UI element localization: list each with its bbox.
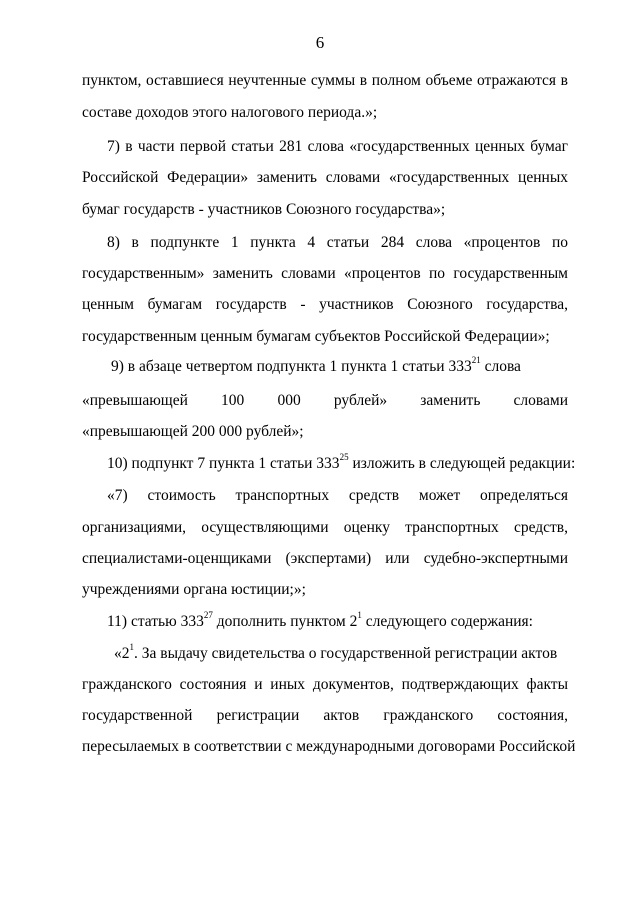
text-line: гражданского состояния и иных документов, подтверждающих факты	[82, 676, 568, 693]
text-line: составе доходов этого налогового периода.»;	[82, 104, 378, 121]
item-11-sup-1: 27	[203, 609, 213, 620]
text-line: «7) стоимость транспортных средств может определяться	[107, 487, 568, 504]
item-10-suffix: изложить в следующей редакции:	[348, 455, 576, 472]
item-10-sup: 25	[339, 451, 349, 462]
text-line: 7) в части первой статьи 281 слова «государственных ценных бумаг	[107, 138, 568, 155]
item-11-line	[107, 609, 533, 632]
text-line: Российской Федерации» заменить словами «государственных ценных	[82, 169, 568, 186]
text-line: ценным бумагам государств - участников Союзного государства,	[82, 296, 568, 313]
item-11-text-prefix: «2	[114, 645, 130, 662]
item-11-text-suffix: . За выдачу свидетельства о государственной регистрации актов	[134, 645, 558, 662]
text-line: бумаг государств - участников Союзного государства»;	[82, 201, 446, 218]
text-line: пунктом, оставшиеся неучтенные суммы в полном объеме отражаются в	[82, 72, 568, 89]
item-10-prefix: 10) подпункт 7 пункта 1 статьи 333	[107, 455, 340, 472]
text-line: государственным» заменить словами «процентов по государственным	[82, 265, 568, 282]
item-11-text-sup: 1	[129, 641, 134, 652]
item-11-middle: дополнить пунктом 2	[212, 613, 358, 630]
item-11-prefix: 11) статью 333	[107, 613, 204, 630]
page-number: 6	[315, 33, 325, 52]
item-11-sup-2: 1	[357, 609, 362, 620]
text-line: государственным ценным бумагам субъектов Российской Федерации»;	[82, 328, 550, 345]
text-line: специалистами-оценщиками (экспертами) или судебно-экспертными	[82, 550, 568, 567]
text-line: 8) в подпункте 1 пункта 4 статьи 284 слова «процентов по	[107, 234, 568, 251]
item-9-prefix: 9) в абзаце четвертом подпункта 1 пункта 1 статьи 333	[111, 358, 472, 375]
item-9-line	[111, 354, 521, 377]
item-11-suffix: следующего содержания:	[361, 613, 533, 630]
item-10-line	[107, 451, 576, 474]
item-9-sup: 21	[471, 354, 481, 365]
item-11-text-line	[114, 641, 558, 664]
text-line: организациями, осуществляющими оценку транспортных средств,	[82, 519, 568, 536]
text-line: государственной регистрации актов гражданского состояния,	[82, 707, 568, 724]
item-9-suffix: слова	[480, 358, 521, 375]
text-line: «превышающей 100 000 рублей» заменить словами	[82, 392, 568, 409]
text-line: учреждениями органа юстиции;»;	[82, 581, 306, 598]
text-line: пересылаемых в соответствии с международными договорами Российской	[82, 738, 576, 755]
text-line: «превышающей 200 000 рублей»;	[82, 423, 304, 440]
